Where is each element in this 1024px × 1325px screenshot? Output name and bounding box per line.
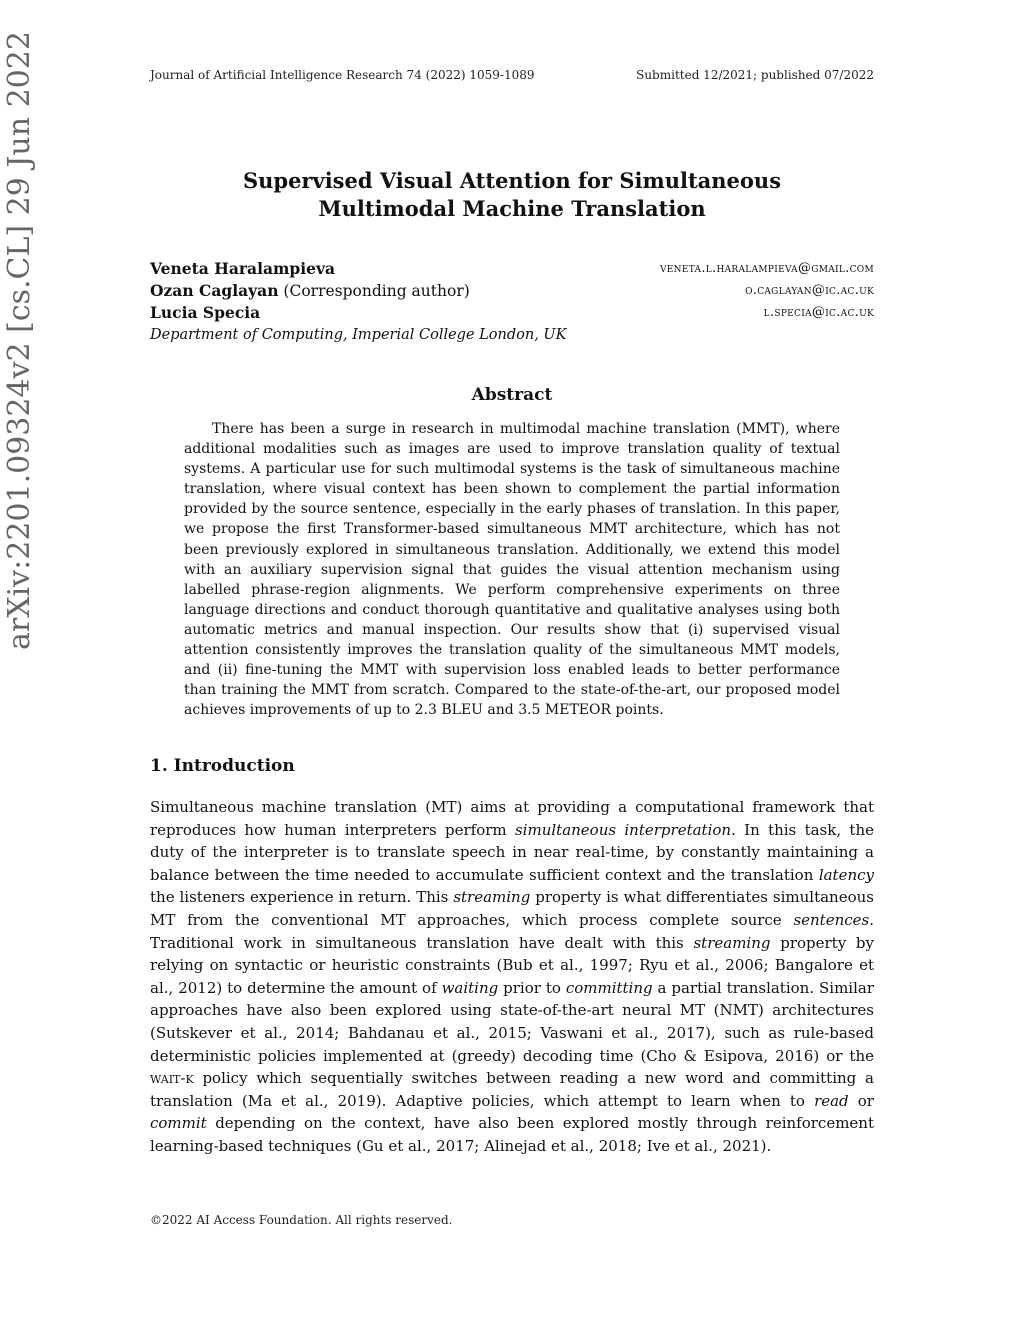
copyright-footer: ©2022 AI Access Foundation. All rights reserved. [150,1213,453,1227]
title-line-2: Multimodal Machine Translation [318,196,706,221]
abstract-text: There has been a surge in research in multimodal machine translation (MMT), where additional modalities such as images are used to improve translation quality of textual systems. A particular use for such multimodal systems is the task of simultaneous machine translation, where visual context has been shown to complement the partial information provided by the source sentence, especially in the early phases of translation. In this paper, we propose the first Transformer-based simultaneous MMT architecture, which has not been previously explored in simultaneous translation. Additionally, we extend this model with an auxiliary supervision signal that guides the visual attention mechanism using labelled phrase-region alignments. We perform comprehensive experiments on three language directions and conduct thorough quantitative and qualitative analyses using both automatic metrics and manual inspection. Our results show that (i) supervised visual attention consistently improves the translation quality of the simultaneous MMT models, and (ii) fine-tuning the MMT with supervision loss enabled leads to better performance than training the MMT from scratch. Compared to the state-of-the-art, our proposed model achieves improvements of up to 2.3 BLEU and 3.5 METEOR points. [184,421,840,719]
arxiv-id[interactable]: arXiv:2201.09324v2 [cs.CL] 29 Jun 2022 [2,31,37,650]
introduction-paragraph: Simultaneous machine translation (MT) aims at providing a computational framework that reproduces how human interpreters perform simultaneous interpretation. In this task, the duty of the interpreter is to translate speech in near real-time, by constantly maintaining a balance between the time needed to accumulate sufficient context and the translation latency the listeners experience in return. This streaming property is what differentiates simultaneous MT from the conventional MT approaches, which process complete source sentences. Traditional work in simultaneous translation have dealt with this streaming property by relying on syntactic or heuristic constraints (Bub et al., 1997; Ryu et al., 2006; Bangalore et al., 2012) to determine the amount of waiting prior to committing a partial translation. Similar approaches have also been explored using state-of-the-art neural MT (NMT) architectures (Sutskever et al., 2014; Bahdanau et al., 2015; Vaswani et al., 2017), such as rule-based deterministic policies implemented at (greedy) decoding time (Cho & Esipova, 2016) or the wait-k policy which sequentially switches between reading a new word and committing a translation (Ma et al., 2019). Adaptive policies, which attempt to learn when to read or commit depending on the context, have also been explored mostly through reinforcement learning-based techniques (Gu et al., 2017; Alinejad et al., 2018; Ive et al., 2021). [150,798,875,1155]
author-email[interactable]: l.specia@ic.ac.uk [763,305,874,320]
section-heading-introduction: 1. Introduction [150,756,295,776]
title-line-1: Supervised Visual Attention for Simultaneous [242,168,782,193]
author-row [150,280,874,302]
author-row [150,302,874,324]
abstract-body [184,419,840,720]
author-name: Ozan Caglayan [150,281,279,300]
author-note: (Corresponding author) [283,282,470,300]
author-email[interactable]: o.caglayan@ic.ac.uk [745,283,874,298]
author-email[interactable]: veneta.l.haralampieva@gmail.com [660,261,874,276]
submission-dates: Submitted 12/2021; published 07/2022 [636,68,874,82]
affiliation: Department of Computing, Imperial College London, UK [150,327,567,343]
author-name: Veneta Haralampieva [150,259,336,278]
author-block [150,258,874,346]
running-head [150,68,874,86]
journal-citation: Journal of Artificial Intelligence Research 74 (2022) 1059-1089 [150,68,535,82]
abstract-heading: Abstract [471,385,553,405]
author-name: Lucia Specia [150,303,261,322]
author-row [150,258,874,280]
introduction-body [150,796,874,1158]
paper-title [150,167,874,223]
